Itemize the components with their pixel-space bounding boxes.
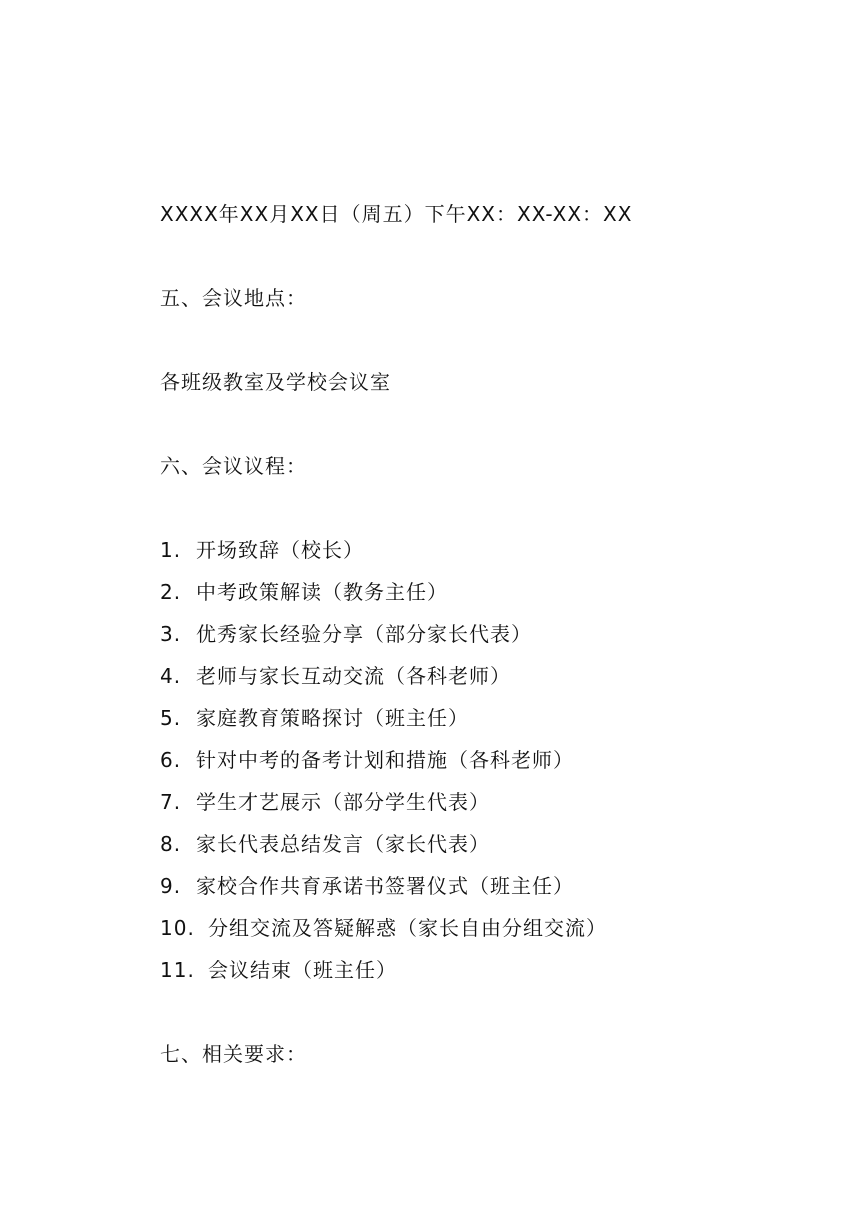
agenda-item-5 <box>160 705 469 731</box>
agenda-text: 学生才艺展示（部分学生代表） <box>196 790 490 814</box>
agenda-item-9 <box>160 873 574 899</box>
agenda-item-10 <box>160 915 607 941</box>
agenda-item-4 <box>160 663 511 689</box>
agenda-number: 3. <box>160 622 182 646</box>
agenda-text: 家校合作共育承诺书签署仪式（班主任） <box>196 874 574 898</box>
agenda-item-7 <box>160 789 490 815</box>
agenda-text: 开场致辞（校长） <box>196 538 364 562</box>
agenda-number: 7. <box>160 790 182 814</box>
agenda-number: 2. <box>160 580 182 604</box>
agenda-text: 针对中考的备考计划和措施（各科老师） <box>196 748 574 772</box>
agenda-number: 9. <box>160 874 182 898</box>
agenda-number: 1. <box>160 538 182 562</box>
section-5-heading: 五、会议地点： <box>160 286 307 310</box>
agenda-item-1 <box>160 537 364 563</box>
agenda-text: 优秀家长经验分享（部分家长代表） <box>196 622 532 646</box>
agenda-number: 5. <box>160 706 182 730</box>
agenda-number: 11. <box>160 958 195 982</box>
agenda-text: 家庭教育策略探讨（班主任） <box>196 706 469 730</box>
agenda-text: 家长代表总结发言（家长代表） <box>196 832 490 856</box>
agenda-number: 8. <box>160 832 182 856</box>
section-6-heading: 六、会议议程： <box>160 454 307 478</box>
meeting-location: 各班级教室及学校会议室 <box>160 370 391 394</box>
agenda-number: 6. <box>160 748 182 772</box>
agenda-item-11 <box>160 957 397 983</box>
meeting-time: XXXX年XX月XX日（周五）下午XX：XX-XX：XX <box>160 202 633 226</box>
agenda-text: 中考政策解读（教务主任） <box>196 580 448 604</box>
agenda-text: 会议结束（班主任） <box>208 958 397 982</box>
agenda-number: 4. <box>160 664 182 688</box>
agenda-item-6 <box>160 747 574 773</box>
agenda-text: 老师与家长互动交流（各科老师） <box>196 664 511 688</box>
agenda-text: 分组交流及答疑解惑（家长自由分组交流） <box>208 916 607 940</box>
agenda-number: 10. <box>160 916 195 940</box>
agenda-item-2 <box>160 579 448 605</box>
section-7-heading: 七、相关要求： <box>160 1042 307 1066</box>
agenda-item-3 <box>160 621 532 647</box>
agenda-item-8 <box>160 831 490 857</box>
